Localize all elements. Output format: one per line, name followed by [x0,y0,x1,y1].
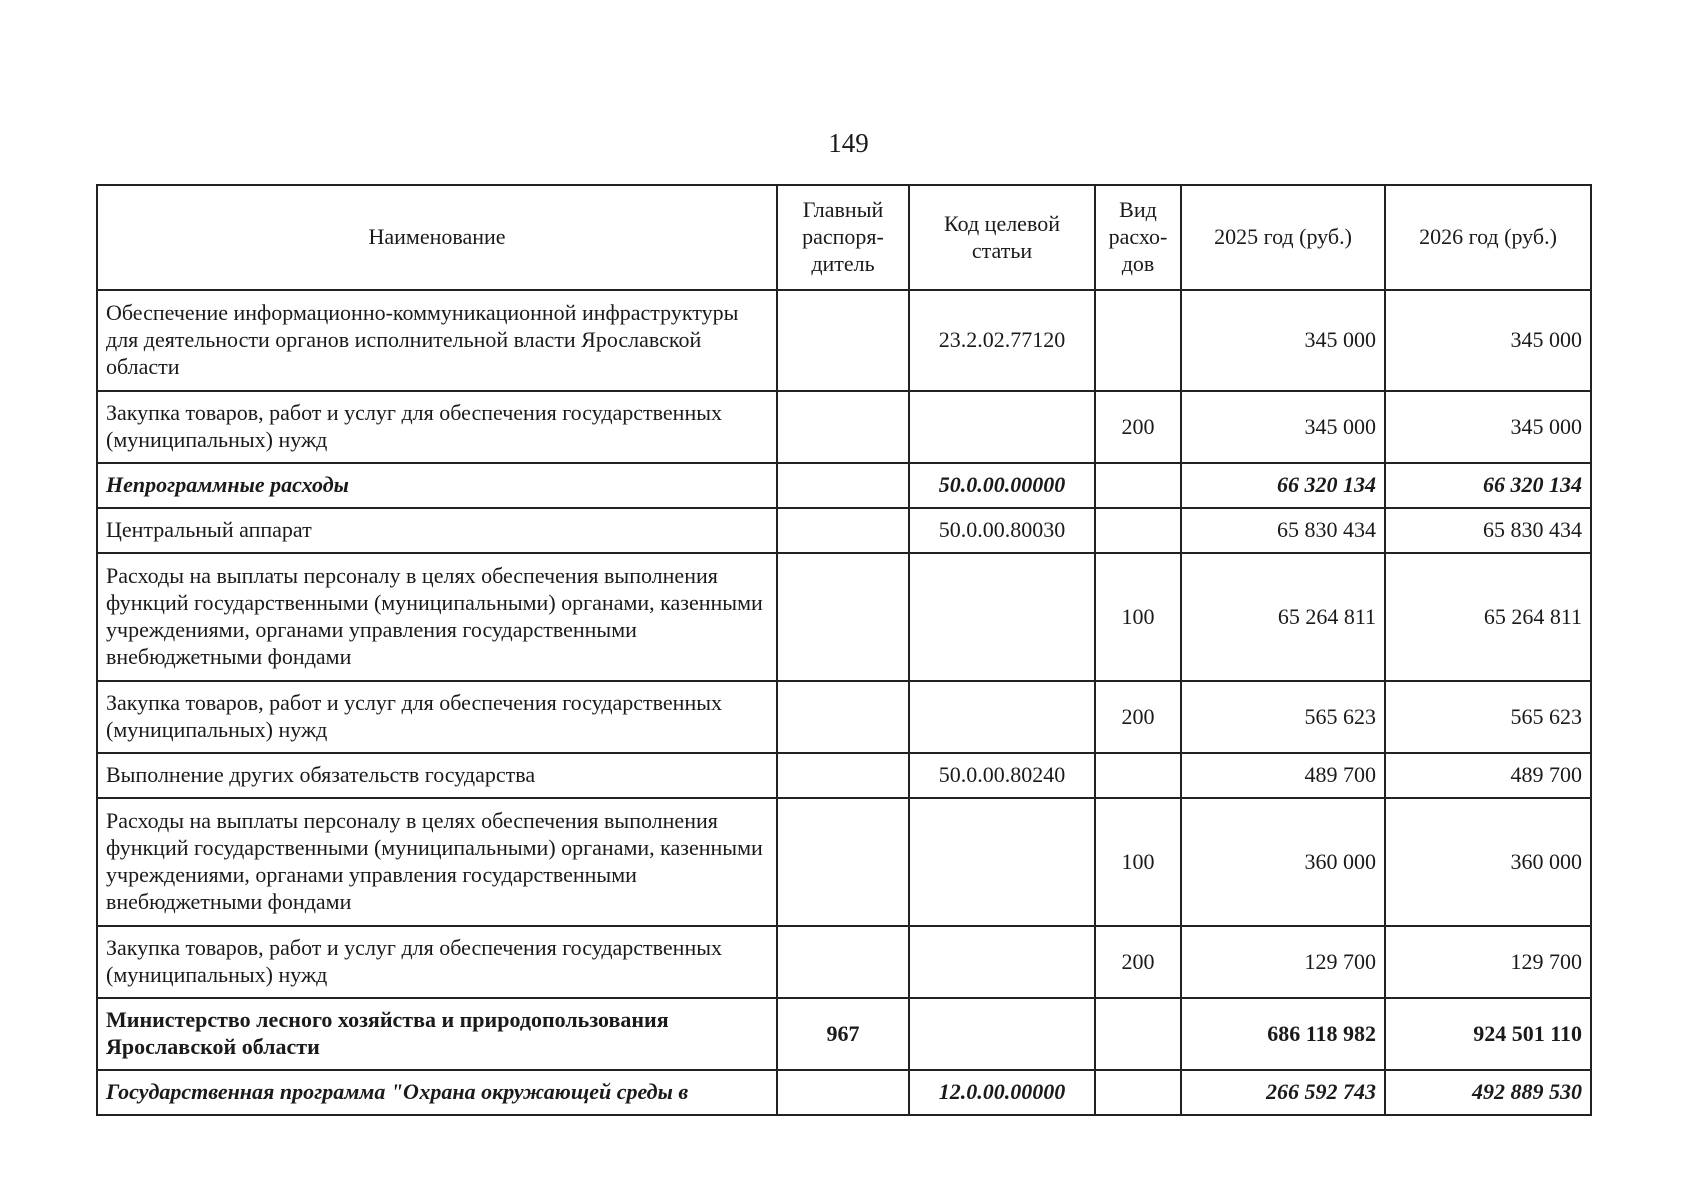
table-row [97,753,1591,798]
row-type [1095,753,1181,798]
header-type: Вид расхо-дов [1095,185,1181,290]
row-chief [777,798,909,926]
row-code: 23.2.02.77120 [909,290,1095,391]
row-2025: 360 000 [1181,798,1385,926]
row-code: 50.0.00.80240 [909,753,1095,798]
row-type: 100 [1095,553,1181,681]
header-name: Наименование [97,185,777,290]
row-chief [777,681,909,753]
row-code [909,681,1095,753]
row-2026: 65 830 434 [1385,508,1591,553]
row-type: 100 [1095,798,1181,926]
table-row [97,508,1591,553]
row-chief [777,1070,909,1115]
table-row [97,391,1591,463]
header-2026: 2026 год (руб.) [1385,185,1591,290]
row-2025: 565 623 [1181,681,1385,753]
row-code [909,391,1095,463]
table-header-row [97,185,1591,290]
table-row [97,681,1591,753]
row-code: 50.0.00.00000 [909,463,1095,508]
table-row [97,1070,1591,1115]
row-code: 50.0.00.80030 [909,508,1095,553]
table-row [97,798,1591,926]
row-2026: 65 264 811 [1385,553,1591,681]
row-name: Непрограммные расходы [97,463,777,508]
row-2025: 65 830 434 [1181,508,1385,553]
row-name: Закупка товаров, работ и услуг для обеспечения государственных (муниципальных) нужд [97,681,777,753]
row-type [1095,508,1181,553]
row-2026: 924 501 110 [1385,998,1591,1070]
row-2025: 129 700 [1181,926,1385,998]
row-code [909,926,1095,998]
row-type [1095,290,1181,391]
table-row [97,290,1591,391]
row-2026: 345 000 [1385,391,1591,463]
table-row [97,553,1591,681]
table-row [97,926,1591,998]
row-2025: 66 320 134 [1181,463,1385,508]
row-type: 200 [1095,681,1181,753]
row-name: Выполнение других обязательств государства [97,753,777,798]
row-type: 200 [1095,926,1181,998]
row-2026: 565 623 [1385,681,1591,753]
row-2025: 266 592 743 [1181,1070,1385,1115]
row-name: Центральный аппарат [97,508,777,553]
row-type [1095,998,1181,1070]
row-2026: 489 700 [1385,753,1591,798]
row-2025: 686 118 982 [1181,998,1385,1070]
row-name: Расходы на выплаты персоналу в целях обеспечения выполнения функций государственными (муниципальными) органами, казенными учреждениями, органами управления государственными внебюджетными фондами [97,798,777,926]
row-type [1095,1070,1181,1115]
row-2026: 492 889 530 [1385,1070,1591,1115]
row-code [909,798,1095,926]
row-name: Закупка товаров, работ и услуг для обеспечения государственных (муниципальных) нужд [97,391,777,463]
row-name: Обеспечение информационно-коммуникационной инфраструктуры для деятельности органов исполнительной власти Ярославской области [97,290,777,391]
row-chief [777,290,909,391]
row-2026: 66 320 134 [1385,463,1591,508]
row-code [909,553,1095,681]
budget-table [96,184,1592,1116]
page-number: 149 [828,128,869,158]
row-chief [777,463,909,508]
header-2025: 2025 год (руб.) [1181,185,1385,290]
row-2025: 489 700 [1181,753,1385,798]
row-chief [777,553,909,681]
row-code [909,998,1095,1070]
table-row [97,463,1591,508]
row-2025: 65 264 811 [1181,553,1385,681]
row-name: Закупка товаров, работ и услуг для обеспечения государственных (муниципальных) нужд [97,926,777,998]
row-2026: 345 000 [1385,290,1591,391]
row-type: 200 [1095,391,1181,463]
row-chief: 967 [777,998,909,1070]
row-2025: 345 000 [1181,290,1385,391]
row-name: Государственная программа "Охрана окружающей среды в [97,1070,777,1115]
row-chief [777,391,909,463]
table-row [97,998,1591,1070]
row-2025: 345 000 [1181,391,1385,463]
header-code: Код целевой статьи [909,185,1095,290]
row-chief [777,926,909,998]
row-type [1095,463,1181,508]
row-chief [777,753,909,798]
row-name: Министерство лесного хозяйства и природопользования Ярославской области [97,998,777,1070]
row-name: Расходы на выплаты персоналу в целях обеспечения выполнения функций государственными (муниципальными) органами, казенными учреждениями, органами управления государственными внебюджетными фондами [97,553,777,681]
row-chief [777,508,909,553]
row-2026: 129 700 [1385,926,1591,998]
row-2026: 360 000 [1385,798,1591,926]
header-chief: Главный распоря-дитель [777,185,909,290]
row-code: 12.0.00.00000 [909,1070,1095,1115]
